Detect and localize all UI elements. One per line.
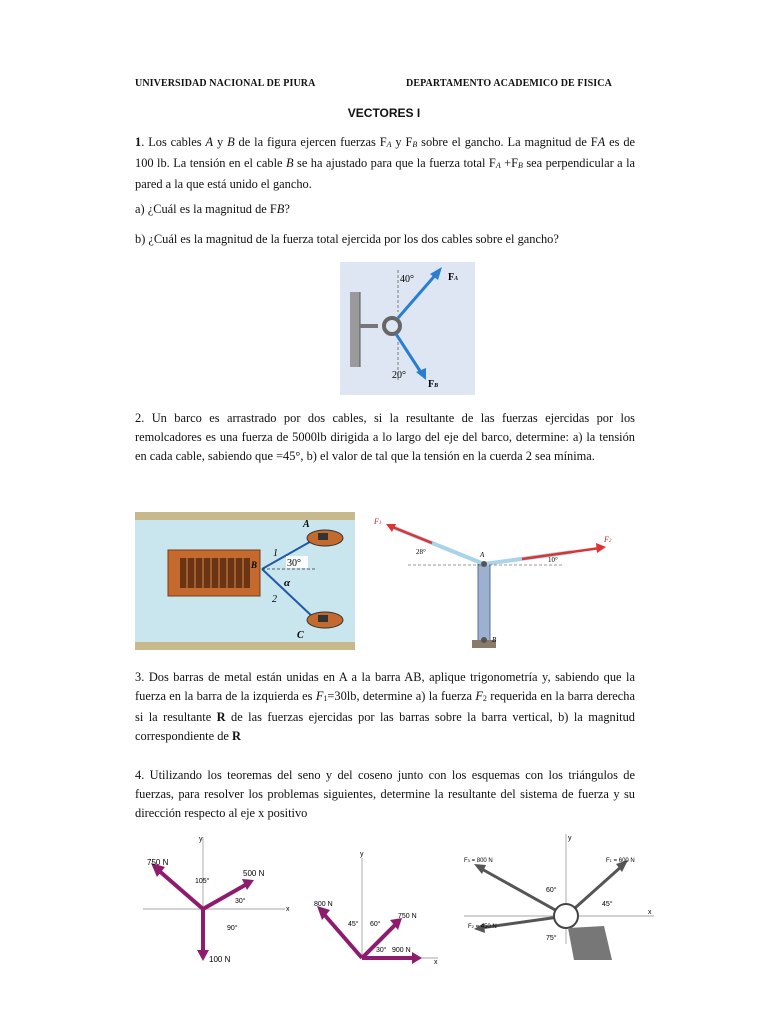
- problem-1-number: 1: [135, 135, 142, 149]
- force-750-arrow: [157, 869, 203, 909]
- figure-1-hook: [340, 262, 475, 395]
- svg-text:y: y: [199, 836, 203, 843]
- angle-40-label: 40°: [400, 274, 414, 285]
- force-800-arrow: [322, 912, 362, 958]
- question-1b: b) ¿Cuál es la magnitud de la fuerza total ejercida por los dos cables sobre el gancho?: [135, 232, 559, 246]
- top-shore: [135, 512, 355, 520]
- figure-2-barge: [135, 512, 355, 650]
- svg-text:60°: 60°: [370, 921, 381, 928]
- svg-text:60°: 60°: [546, 887, 557, 894]
- svg-text:x: x: [434, 959, 438, 965]
- f3-label: F3 = 800 N: [464, 858, 493, 864]
- problem-4-text: 4. Utilizando los teoremas del seno y del coseno junto con los esquemas con los triángulos de fuerzas, para resolver los problemas siguientes, determine la resultante del sistema de fuerza y su dirección respecto al eje x positivo: [135, 768, 635, 820]
- ring: [554, 904, 578, 928]
- svg-text:75°: 75°: [546, 935, 557, 942]
- svg-text:B: B: [251, 560, 258, 570]
- page-title: VECTORES I: [347, 106, 421, 120]
- question-1a: a) ¿Cuál es la magnitud de FB?: [135, 202, 290, 216]
- svg-text:10°: 10°: [548, 556, 558, 564]
- svg-text:900 N: 900 N: [392, 947, 411, 954]
- fa-label: FA: [448, 272, 459, 283]
- svg-text:y: y: [568, 835, 572, 842]
- svg-text:45°: 45°: [602, 901, 613, 908]
- f2-label: F2 = 450 N: [468, 924, 497, 930]
- svg-text:30°: 30°: [287, 558, 301, 569]
- svg-text:2: 2: [272, 594, 277, 605]
- problem-3-text: 3. Dos barras de metal están unidas en A a la barra AB, aplique trigonometría y, sabiendo que la fuerza en la barra de la izquierda es F1=30lb, determine a) la fuerza F2 requerida en la barra derecha si la resultante R de las fuerzas ejercidas por las barras sobre la barra vertical, b) la magnitud correspondiente de R: [135, 670, 635, 743]
- f2-label: F2: [604, 535, 612, 544]
- figure-4a: [133, 835, 298, 965]
- f2-arrow: [522, 548, 600, 559]
- svg-text:C: C: [297, 630, 304, 641]
- barge-deck: [180, 558, 250, 588]
- force-500-arrow: [203, 884, 247, 909]
- svg-text:750 N: 750 N: [398, 913, 417, 920]
- svg-text:x: x: [648, 909, 652, 916]
- svg-text:A: A: [480, 551, 485, 559]
- svg-text:105°: 105°: [195, 878, 210, 885]
- problem-1-text: 1. Los cables A y B de la figura ejercen fuerzas FA y FB sobre el gancho. La magnitud de FA es de 100 lb. La tensión en el cable B se ha ajustado para que la fuerza total FA +FB sea perpendicular a la pared a la que está unido el gancho.: [135, 135, 636, 191]
- figure-4b: [310, 840, 440, 965]
- wall: [350, 292, 360, 367]
- bottom-shore: [135, 642, 355, 650]
- department-name: DEPARTAMENTO ACADEMICO DE FISICA: [406, 78, 612, 89]
- svg-text:45°: 45°: [348, 921, 359, 928]
- svg-text:30°: 30°: [376, 947, 387, 954]
- svg-text:1: 1: [273, 548, 278, 559]
- svg-text:750 N: 750 N: [147, 858, 169, 867]
- support: [568, 926, 612, 960]
- problem-2-text: 2. Un barco es arrastrado por dos cables, si la resultante de las fuerzas ejercidas por los remolcadores es una fuerza de 5000lb dirigida a lo largo del eje del barco, determine: a) la tensión en cada cable, sabiendo que =45°, b) el valor de tal que la tensión en la cuerda 2 sea mínima.: [135, 411, 635, 463]
- svg-text:x: x: [286, 906, 290, 913]
- f1-label: F1 = 600 N: [606, 858, 635, 864]
- angle-20-label: 20°: [392, 370, 406, 381]
- svg-text:α: α: [284, 577, 291, 589]
- f1-arrow: [390, 526, 432, 543]
- f1-label: F1: [374, 517, 382, 526]
- svg-text:A: A: [303, 519, 310, 530]
- figure-3-bars: [372, 512, 612, 650]
- svg-text:y: y: [360, 851, 364, 858]
- fb-label: FB: [428, 379, 439, 390]
- svg-text:800 N: 800 N: [314, 901, 333, 908]
- svg-text:B: B: [492, 636, 497, 644]
- university-name: UNIVERSIDAD NACIONAL DE PIURA: [135, 78, 316, 89]
- svg-text:90°: 90°: [227, 925, 238, 932]
- vertical-bar: [478, 564, 490, 642]
- svg-text:100 N: 100 N: [209, 955, 231, 964]
- svg-text:28°: 28°: [416, 548, 426, 556]
- svg-text:30°: 30°: [235, 898, 246, 905]
- svg-text:500 N: 500 N: [243, 869, 265, 878]
- figure-4c: [456, 832, 656, 965]
